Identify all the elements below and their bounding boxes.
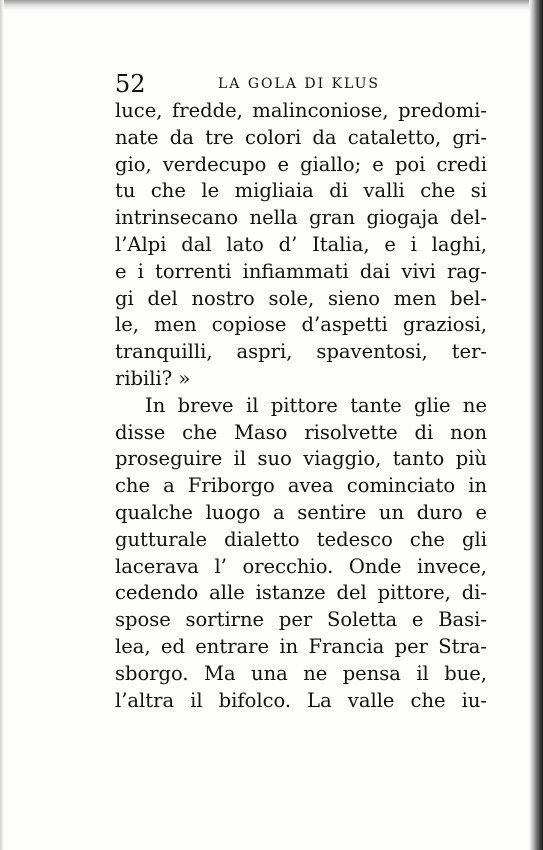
text-line: gi del nostro sole, sieno men bel-	[115, 286, 487, 310]
text-line: disse che Maso risolvette di non	[115, 420, 487, 444]
text-line: qualche luogo a sentire un duro e	[115, 500, 487, 524]
text-line: proseguire il suo viaggio, tanto più	[115, 447, 487, 471]
text-line: lea, ed entrare in Francia per Stra-	[115, 634, 487, 658]
body-text	[115, 98, 487, 714]
text-line: che a Friborgo avea cominciato in	[115, 474, 487, 498]
text-line: e i torrenti infiammati dai vivi rag-	[115, 259, 487, 283]
text-line: tranquilli, aspri, spaventosi, ter-	[115, 340, 487, 364]
page-header	[115, 69, 495, 99]
text-line: lacerava l’ orecchio. Onde invece,	[115, 554, 487, 578]
text-line: intrinsecano nella gran giogaja del-	[115, 206, 487, 230]
text-line: nate da tre colori da cataletto, gri-	[115, 125, 487, 149]
running-head: LA GOLA DI KLUS	[218, 76, 380, 92]
text-line: gutturale dialetto tedesco che gli	[115, 527, 487, 551]
text-line: tu che le migliaia di valli che si	[115, 179, 487, 203]
page-left-edge-shadow	[0, 0, 4, 850]
text-line: sborgo. Ma una ne pensa il bue,	[115, 661, 487, 685]
text-line: l’Alpi dal lato d’ Italia, e i laghi,	[115, 232, 487, 256]
page-number: 52	[115, 70, 146, 98]
text-line: spose sortirne per Soletta e Basi-	[115, 608, 487, 632]
text-line: ribili? »	[115, 366, 191, 390]
text-line: luce, fredde, malinconiose, predomi-	[115, 99, 487, 122]
paragraph-first-line: In breve il pittore tante glie ne	[145, 393, 487, 417]
page-top-edge-shadow	[0, 0, 543, 10]
page-binding-shadow	[529, 0, 543, 850]
text-line: cedendo alle istanze del pittore, di-	[115, 581, 487, 605]
text-line: gio, verdecupo e giallo; e poi credi	[115, 152, 487, 176]
text-line: le, men copiose d’aspetti graziosi,	[115, 313, 487, 337]
text-line: l’altra il bifolco. La valle che iu-	[115, 688, 487, 712]
